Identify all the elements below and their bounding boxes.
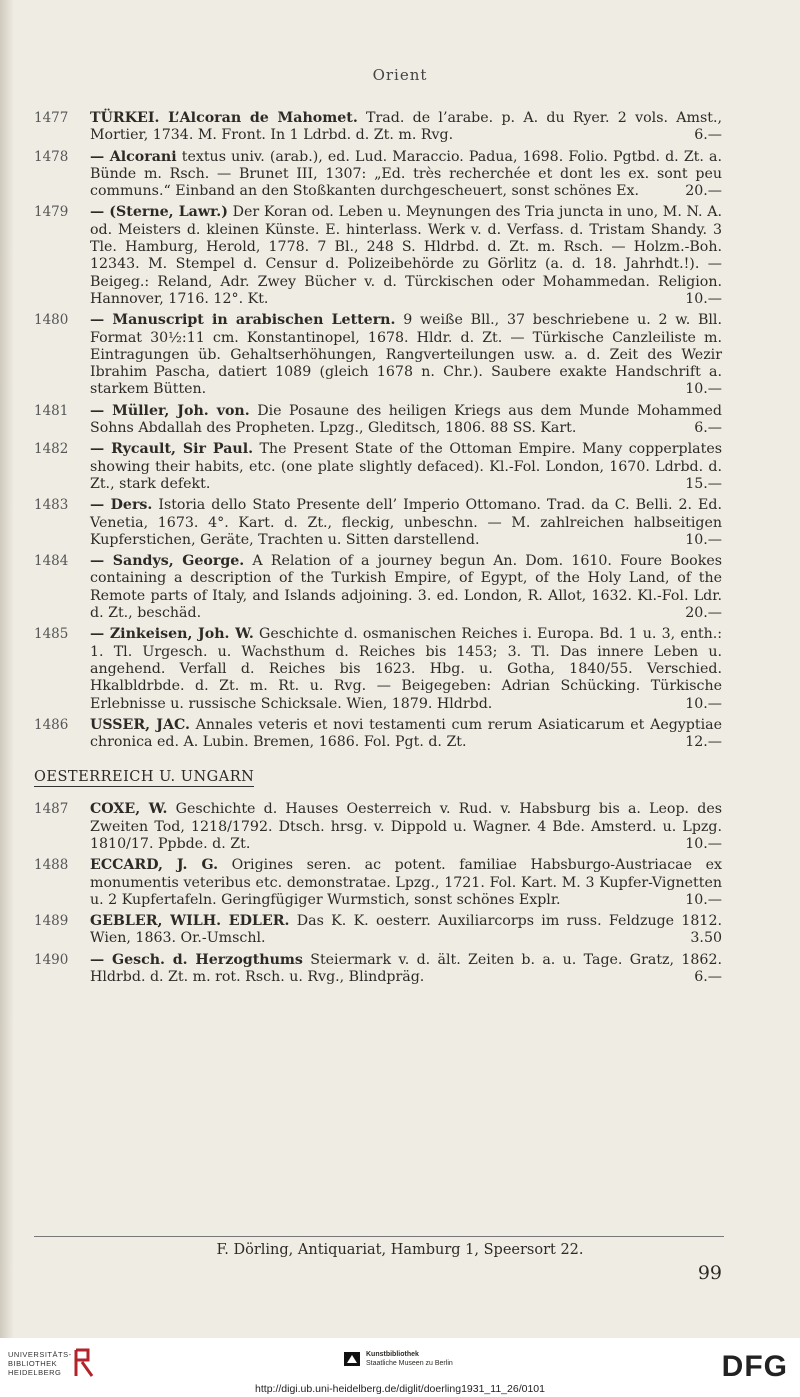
entry-price: 20.—	[685, 183, 722, 200]
entry-lead: — Manuscript in arabischen Lettern.	[90, 312, 396, 329]
entry-text	[90, 553, 722, 622]
catalog-entry	[0, 441, 800, 493]
entry-description: textus univ. (arab.), ed. Lud. Maraccio. Padua, 1698. Folio. Pgtbd. d. Zt. a. Bünde m. Rsch. — Brunet III, 1307: „Ed. très recherchée et dont les ex. sont peu communs.“ Einband an den Stoßkanten durchgescheuert, sonst schönes Ex.	[90, 148, 722, 200]
catalog-entry	[0, 801, 800, 853]
entry-text	[90, 403, 722, 438]
entry-list-oesterreich	[0, 801, 800, 986]
entry-price: 10.—	[685, 290, 722, 307]
logo-line: BIBLIOTHEK	[8, 1359, 58, 1368]
entry-price: 10.—	[685, 835, 722, 852]
entry-text	[90, 110, 722, 145]
section-title: OESTERREICH U. UNGARN	[34, 769, 255, 786]
entry-lead: ECCARD, J. G.	[90, 857, 219, 874]
catalog-entry	[0, 403, 800, 438]
entry-price: 12.—	[685, 734, 722, 751]
entry-number: 1487	[34, 801, 69, 818]
entry-number: 1489	[34, 913, 69, 930]
entry-description: Origines seren. ac potent. familiae Habsburgo-Austriacae ex monumentis veteribus etc. demonstratae. Lpzg., 1721. Fol. Kart. M. 3 Kupfer-Vignetten u. 2 Kupfertafeln. Geringfügiger Wurmstich, sonst schönes Explr.	[90, 857, 722, 908]
page-header: Orient	[372, 66, 428, 84]
entry-lead: — Alcorani	[90, 148, 177, 165]
entry-text	[90, 441, 722, 493]
entry-lead: — Ders.	[90, 497, 153, 514]
entry-lead: — (Sterne, Lawr.)	[90, 204, 228, 221]
entry-lead: COXE, W.	[90, 801, 168, 818]
entry-text	[90, 497, 722, 549]
catalog-entry	[0, 110, 800, 145]
entry-description: Die Posaune des heiligen Kriegs aus dem Munde Mohammed Sohns Abdallah des Propheten. Lpzg., Gleditsch, 1806. 88 SS. Kart.	[90, 402, 723, 437]
entry-number: 1480	[34, 312, 69, 329]
kunstbibliothek-logo[interactable]	[366, 1350, 453, 1368]
entry-description: 9 weiße Bll., 37 beschriebene u. 2 w. Bll. Format 30½:11 cm. Konstantinopel, 1678. Hldr. d. Zt. — Türkische Canzleiliste m. Eintragungen üb. Gehaltserhöhungen, Rangverteilungen usw. a. d. Zeit des Wezir Ibrahim Pascha, datiert 1089 (gleich 1678 n. Chr.). Saubere exakte Handschrift a. starkem Bütten.	[90, 312, 722, 398]
entry-number: 1477	[34, 110, 69, 126]
catalog-entry	[0, 717, 800, 752]
entry-number: 1479	[34, 204, 69, 221]
entry-text	[90, 626, 722, 712]
entry-price: 10.—	[685, 891, 722, 908]
catalog-entry	[0, 204, 800, 308]
logo-line: Staatliche Museen zu Berlin	[366, 1360, 453, 1367]
entry-price: 3.50	[690, 930, 722, 947]
entry-price: 6.—	[694, 127, 722, 144]
entry-lead: — Sandys, George.	[90, 553, 245, 570]
entry-price: 10.—	[685, 695, 722, 712]
footer-address: F. Dörling, Antiquariat, Hamburg 1, Speersort 22.	[216, 1242, 584, 1258]
entry-lead: USSER, JAC.	[90, 716, 190, 733]
entry-price: 20.—	[685, 605, 722, 622]
ub-heidelberg-logo[interactable]	[8, 1350, 72, 1377]
entry-price: 15.—	[685, 475, 722, 492]
catalog-entry	[0, 913, 800, 948]
catalog-entry	[0, 626, 800, 712]
entry-lead: TÜRKEI. L’Alcoran de Mahomet.	[90, 110, 358, 126]
entry-text	[90, 149, 722, 201]
entry-lead: — Zinkeisen, Joh. W.	[90, 626, 254, 643]
entry-number: 1485	[34, 626, 69, 643]
entry-description: Steiermark v. d. ält. Zeiten b. a. u. Tage. Gratz, 1862. Hldrbd. d. Zt. m. rot. Rsch. u. Rvg., Blindpräg.	[90, 951, 722, 986]
bottom-bar	[0, 1338, 800, 1397]
source-url[interactable]: http://digi.ub.uni-heidelberg.de/diglit/doerling1931_11_26/0101	[255, 1383, 545, 1395]
entry-price: 10.—	[685, 381, 722, 398]
entries-container	[0, 110, 800, 990]
catalog-entry	[0, 312, 800, 398]
entry-text	[90, 717, 722, 752]
entry-lead: GEBLER, WILH. EDLER.	[90, 913, 290, 930]
entry-description: Istoria dello Stato Presente dell’ Imperio Ottomano. Trad. da C. Belli. 2. Ed. Venetia, 1673. 4°. Kart. d. Zt., fleckig, unbeschn. — M. zahlreichen halbseitigen Kupferstichen, Geräte, Trachten u. Sitten darstellend.	[90, 497, 722, 548]
catalog-entry	[0, 857, 800, 909]
ub-heidelberg-mark-icon	[72, 1348, 94, 1378]
entry-lead: — Müller, Joh. von.	[90, 402, 250, 419]
dfg-logo[interactable]: DFG	[721, 1350, 788, 1383]
catalog-entry	[0, 553, 800, 622]
entry-text	[90, 801, 722, 853]
entry-description: Der Koran od. Leben u. Meynungen des Tria juncta in uno, M. N. A. od. Meisters d. kleinen Künste. E. hinterlass. Werk v. d. Verfass. d. Tristam Shandy. 3 Tle. Hamburg, Herold, 1778. 7 Bl., 248 S. Hldrbd. d. Zt. m. Rsch. — Holzm.-Boh. 12343. M. Stempel d. Censur d. Polizeibehörde zu Görlitz (a. d. 18. Jahrhdt.!). — Beigeg.: Reland, Adr. Zwey Bücher v. d. Türckischen oder Mohammedan. Religion. Hannover, 1716. 12°. Kt.	[90, 204, 722, 307]
entry-text	[90, 312, 722, 398]
catalog-entry	[0, 952, 800, 987]
kunstbibliothek-mark-icon	[344, 1352, 360, 1366]
entry-description: Das K. K. oesterr. Auxiliarcorps im russ. Feldzuge 1812. Wien, 1863. Or.-Umschl.	[90, 913, 722, 947]
entry-description: Annales veteris et novi testamenti cum rerum Asiaticarum et Aegyptiae chronica ed. A. Lubin. Bremen, 1686. Fol. Pgt. d. Zt.	[90, 716, 722, 751]
entry-description: A Relation of a journey begun An. Dom. 1610. Foure Bookes containing a description of the Turkish Empire, of Egypt, of the Holy Land, of the Remote parts of Italy, and Islands adjoining. 3. ed. London, R. Allot, 1632. Kl.-Fol. Ldr. d. Zt., beschäd.	[90, 553, 722, 622]
entry-description: Geschichte d. osmanischen Reiches i. Europa. Bd. 1 u. 3, enth.: 1. Tl. Urgesch. u. Wachsthum d. Reiches bis 1453; 3. Tl. Das innere Leben u. angehend. Verfall d. Reiches bis 1623. Hbg. u. Gotha, 1840/55. Verschied. Hkalbldrbde. d. Zt. m. Rt. u. Rvg. — Beigegeben: Adrian Schücking. Türkische Erlebnisse u. russische Schicksale. Wien, 1879. Hldrbd.	[90, 626, 723, 712]
logo-line: UNIVERSITÄTS-	[8, 1350, 72, 1359]
catalog-entry	[0, 149, 800, 201]
entry-description: The Present State of the Ottoman Empire. Many copperplates showing their habits, etc. (one plate slightly defaced). Kl.-Fol. London, 1670. Ldrbd. d. Zt., stark defekt.	[90, 441, 722, 492]
entry-number: 1482	[34, 441, 69, 458]
entry-text	[90, 913, 722, 948]
entry-number: 1478	[34, 148, 69, 165]
entry-number: 1481	[34, 402, 69, 419]
entry-number: 1483	[34, 497, 69, 514]
logo-line: Kunstbibliothek	[366, 1351, 419, 1358]
footer-rule	[34, 1236, 724, 1237]
entry-number: 1488	[34, 857, 69, 874]
entry-description: Trad. de l’arabe. p. A. du Ryer. 2 vols. Amst., Mortier, 1734. M. Front. In 1 Ldrbd. d. Zt. m. Rvg.	[90, 110, 722, 144]
catalog-entry	[0, 497, 800, 549]
page-number: 99	[697, 1262, 722, 1284]
entry-price: 10.—	[685, 531, 722, 548]
entry-description: Geschichte d. Hauses Oesterreich v. Rud. v. Habsburg bis a. Leop. des Zweiten Tod, 1218/1792. Dtsch. hrsg. v. Dippold u. Wagner. 4 Bde. Amsterd. u. Lpzg. 1810/17. Ppbde. d. Zt.	[90, 801, 722, 852]
entry-text	[90, 204, 722, 308]
entry-price: 6.—	[694, 420, 722, 437]
logo-line: HEIDELBERG	[8, 1368, 62, 1377]
entry-text	[90, 857, 722, 909]
entry-price: 6.—	[694, 969, 722, 986]
entry-number: 1490	[34, 951, 69, 968]
entry-list-orient	[0, 110, 800, 751]
entry-lead: — Gesch. d. Herzogthums	[90, 951, 303, 968]
entry-number: 1484	[34, 553, 69, 570]
entry-lead: — Rycault, Sir Paul.	[90, 441, 254, 458]
entry-number: 1486	[34, 716, 69, 733]
entry-text	[90, 952, 722, 987]
